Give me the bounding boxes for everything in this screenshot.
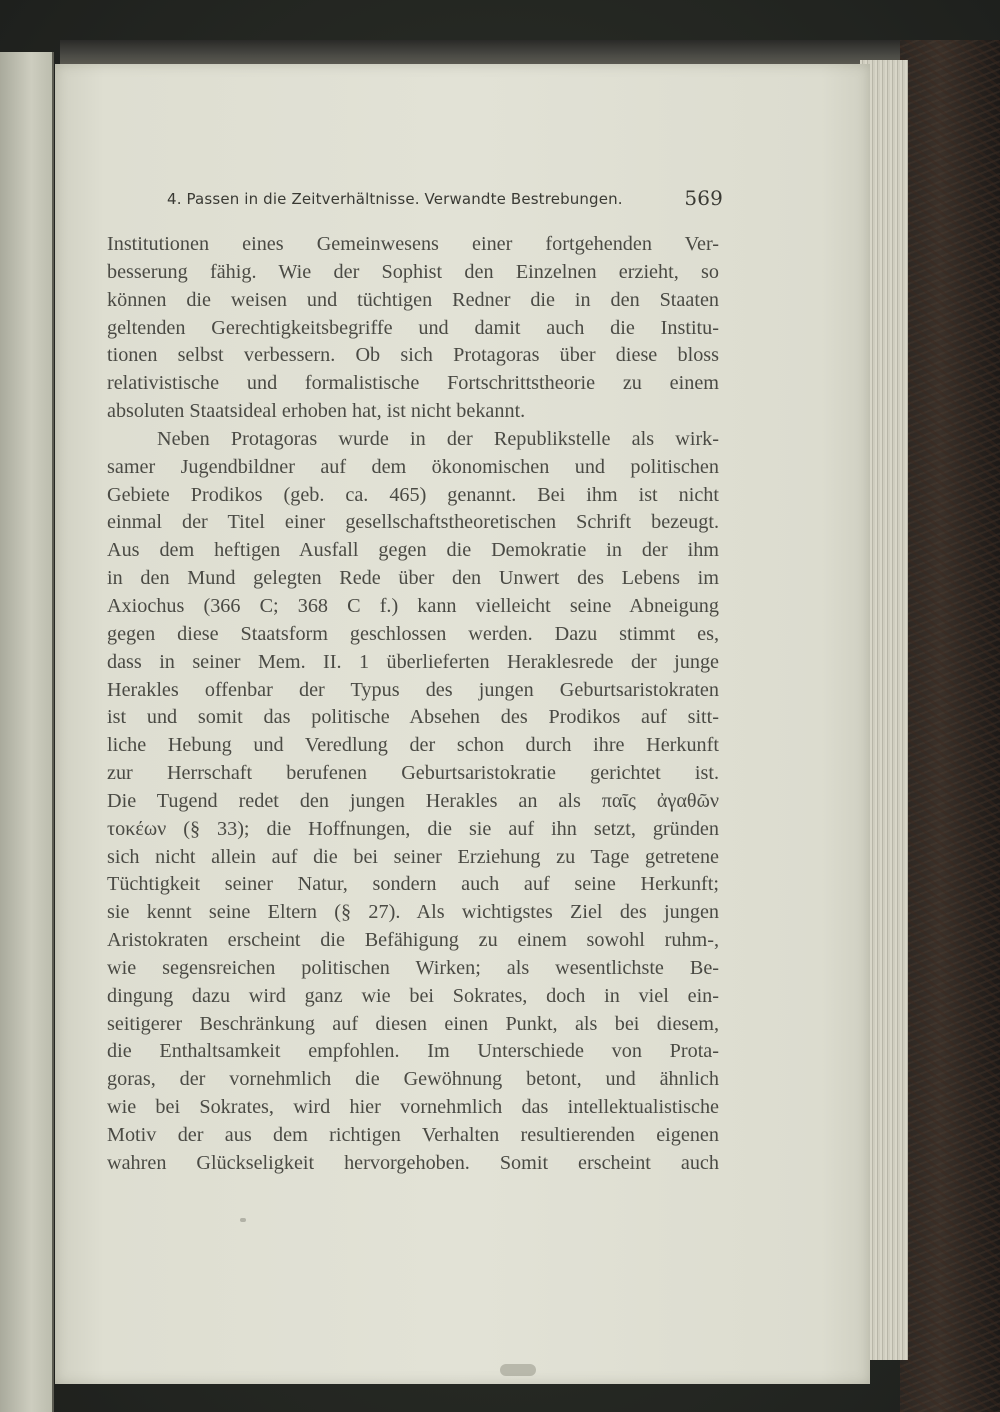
text-line: Aristokraten erscheint die Befähigung zu einem sowohl ruhm-, bbox=[107, 929, 719, 952]
text-line: sich nicht allein auf die bei seiner Erziehung zu Tage getretene bbox=[107, 845, 719, 868]
text-line: tionen selbst verbessern. Ob sich Protagoras über diese bloss bbox=[107, 344, 719, 367]
text-line: wahren Glückseligkeit hervorgehoben. Somit erscheint auch bbox=[107, 1151, 719, 1174]
page-number: 569 bbox=[684, 186, 723, 210]
text-line: Institutionen eines Gemeinwesens einer fortgehenden Ver- bbox=[107, 233, 719, 255]
text-line: besserung fähig. Wie der Sophist den Einzelnen erzieht, so bbox=[107, 260, 719, 283]
text-line: einmal der Titel einer gesellschaftstheoretischen Schrift bezeugt. bbox=[107, 511, 719, 534]
book-cover-marbled-edge bbox=[900, 40, 1000, 1412]
text-line: τοκέων (§ 33); die Hoffnungen, die sie auf ihn setzt, gründen bbox=[107, 817, 719, 840]
text-line: Die Tugend redet den jungen Herakles an als παῖς ἀγαθῶν bbox=[107, 789, 719, 812]
text-line: wie segensreichen politischen Wirken; als wesentlichste Be- bbox=[107, 956, 719, 979]
text-line: Motiv der aus dem richtigen Verhalten resultierenden eigenen bbox=[107, 1124, 719, 1146]
text-line: liche Hebung und Veredlung der schon durch ihre Herkunft bbox=[107, 734, 719, 757]
text-line: relativistische und formalistische Fortschrittstheorie zu einem bbox=[107, 372, 719, 395]
text-line: dass in seiner Mem. II. 1 überlieferten Heraklesrede der junge bbox=[107, 650, 719, 673]
text-line: samer Jugendbildner auf dem ökonomischen und politischen bbox=[107, 455, 719, 478]
text-line: wie bei Sokrates, wird hier vornehmlich das intellektualistische bbox=[107, 1096, 719, 1119]
text-line: Aus dem heftigen Ausfall gegen die Demokratie in der ihm bbox=[107, 539, 719, 562]
text-line: Herakles offenbar der Typus des jungen Geburtsaristokraten bbox=[107, 678, 719, 701]
running-header bbox=[167, 186, 723, 214]
text-line: dingung dazu wird ganz wie bei Sokrates, doch in viel ein- bbox=[107, 984, 719, 1007]
text-line: seitigerer Beschränkung auf diesen einen Punkt, als bei diesem, bbox=[107, 1012, 719, 1035]
text-line: geltenden Gerechtigkeitsbegriffe und damit auch die Institu- bbox=[107, 316, 719, 339]
text-line: goras, der vornehmlich die Gewöhnung betont, und ähnlich bbox=[107, 1068, 719, 1091]
text-line: gegen diese Staatsform geschlossen werden. Dazu stimmt es, bbox=[107, 622, 719, 645]
text-line: Tüchtigkeit seiner Natur, sondern auch auf seine Herkunft; bbox=[107, 873, 719, 896]
book-cover-top-edge bbox=[60, 40, 940, 66]
text-line: Axiochus (366 C; 368 C f.) kann vielleicht seine Abneigung bbox=[107, 594, 719, 617]
paper-smudge bbox=[240, 1218, 246, 1222]
text-line: die Enthaltsamkeit empfohlen. Im Unterschiede von Prota- bbox=[107, 1040, 719, 1063]
text-line: zur Herrschaft berufenen Geburtsaristokratie gerichtet ist. bbox=[107, 762, 719, 785]
text-line: ist und somit das politische Absehen des Prodikos auf sitt- bbox=[107, 706, 719, 729]
text-line: können die weisen und tüchtigen Redner die in den Staaten bbox=[107, 288, 719, 311]
body-text bbox=[107, 231, 719, 1178]
text-line: in den Mund gelegten Rede über den Unwert des Lebens im bbox=[107, 567, 719, 590]
paragraph-first-line: Neben Protagoras wurde in der Republikstelle als wirk- bbox=[157, 427, 719, 450]
running-title: 4. Passen in die Zeitverhältnisse. Verwandte Bestrebungen. bbox=[167, 190, 623, 208]
facing-page-edge bbox=[0, 52, 54, 1412]
paper-stain bbox=[500, 1364, 536, 1376]
text-line: absoluten Staatsideal erhoben hat, ist nicht bekannt. bbox=[107, 400, 526, 423]
text-line: sie kennt seine Eltern (§ 27). Als wichtigstes Ziel des jungen bbox=[107, 901, 719, 924]
text-line: Gebiete Prodikos (geb. ca. 465) genannt. Bei ihm ist nicht bbox=[107, 483, 719, 506]
